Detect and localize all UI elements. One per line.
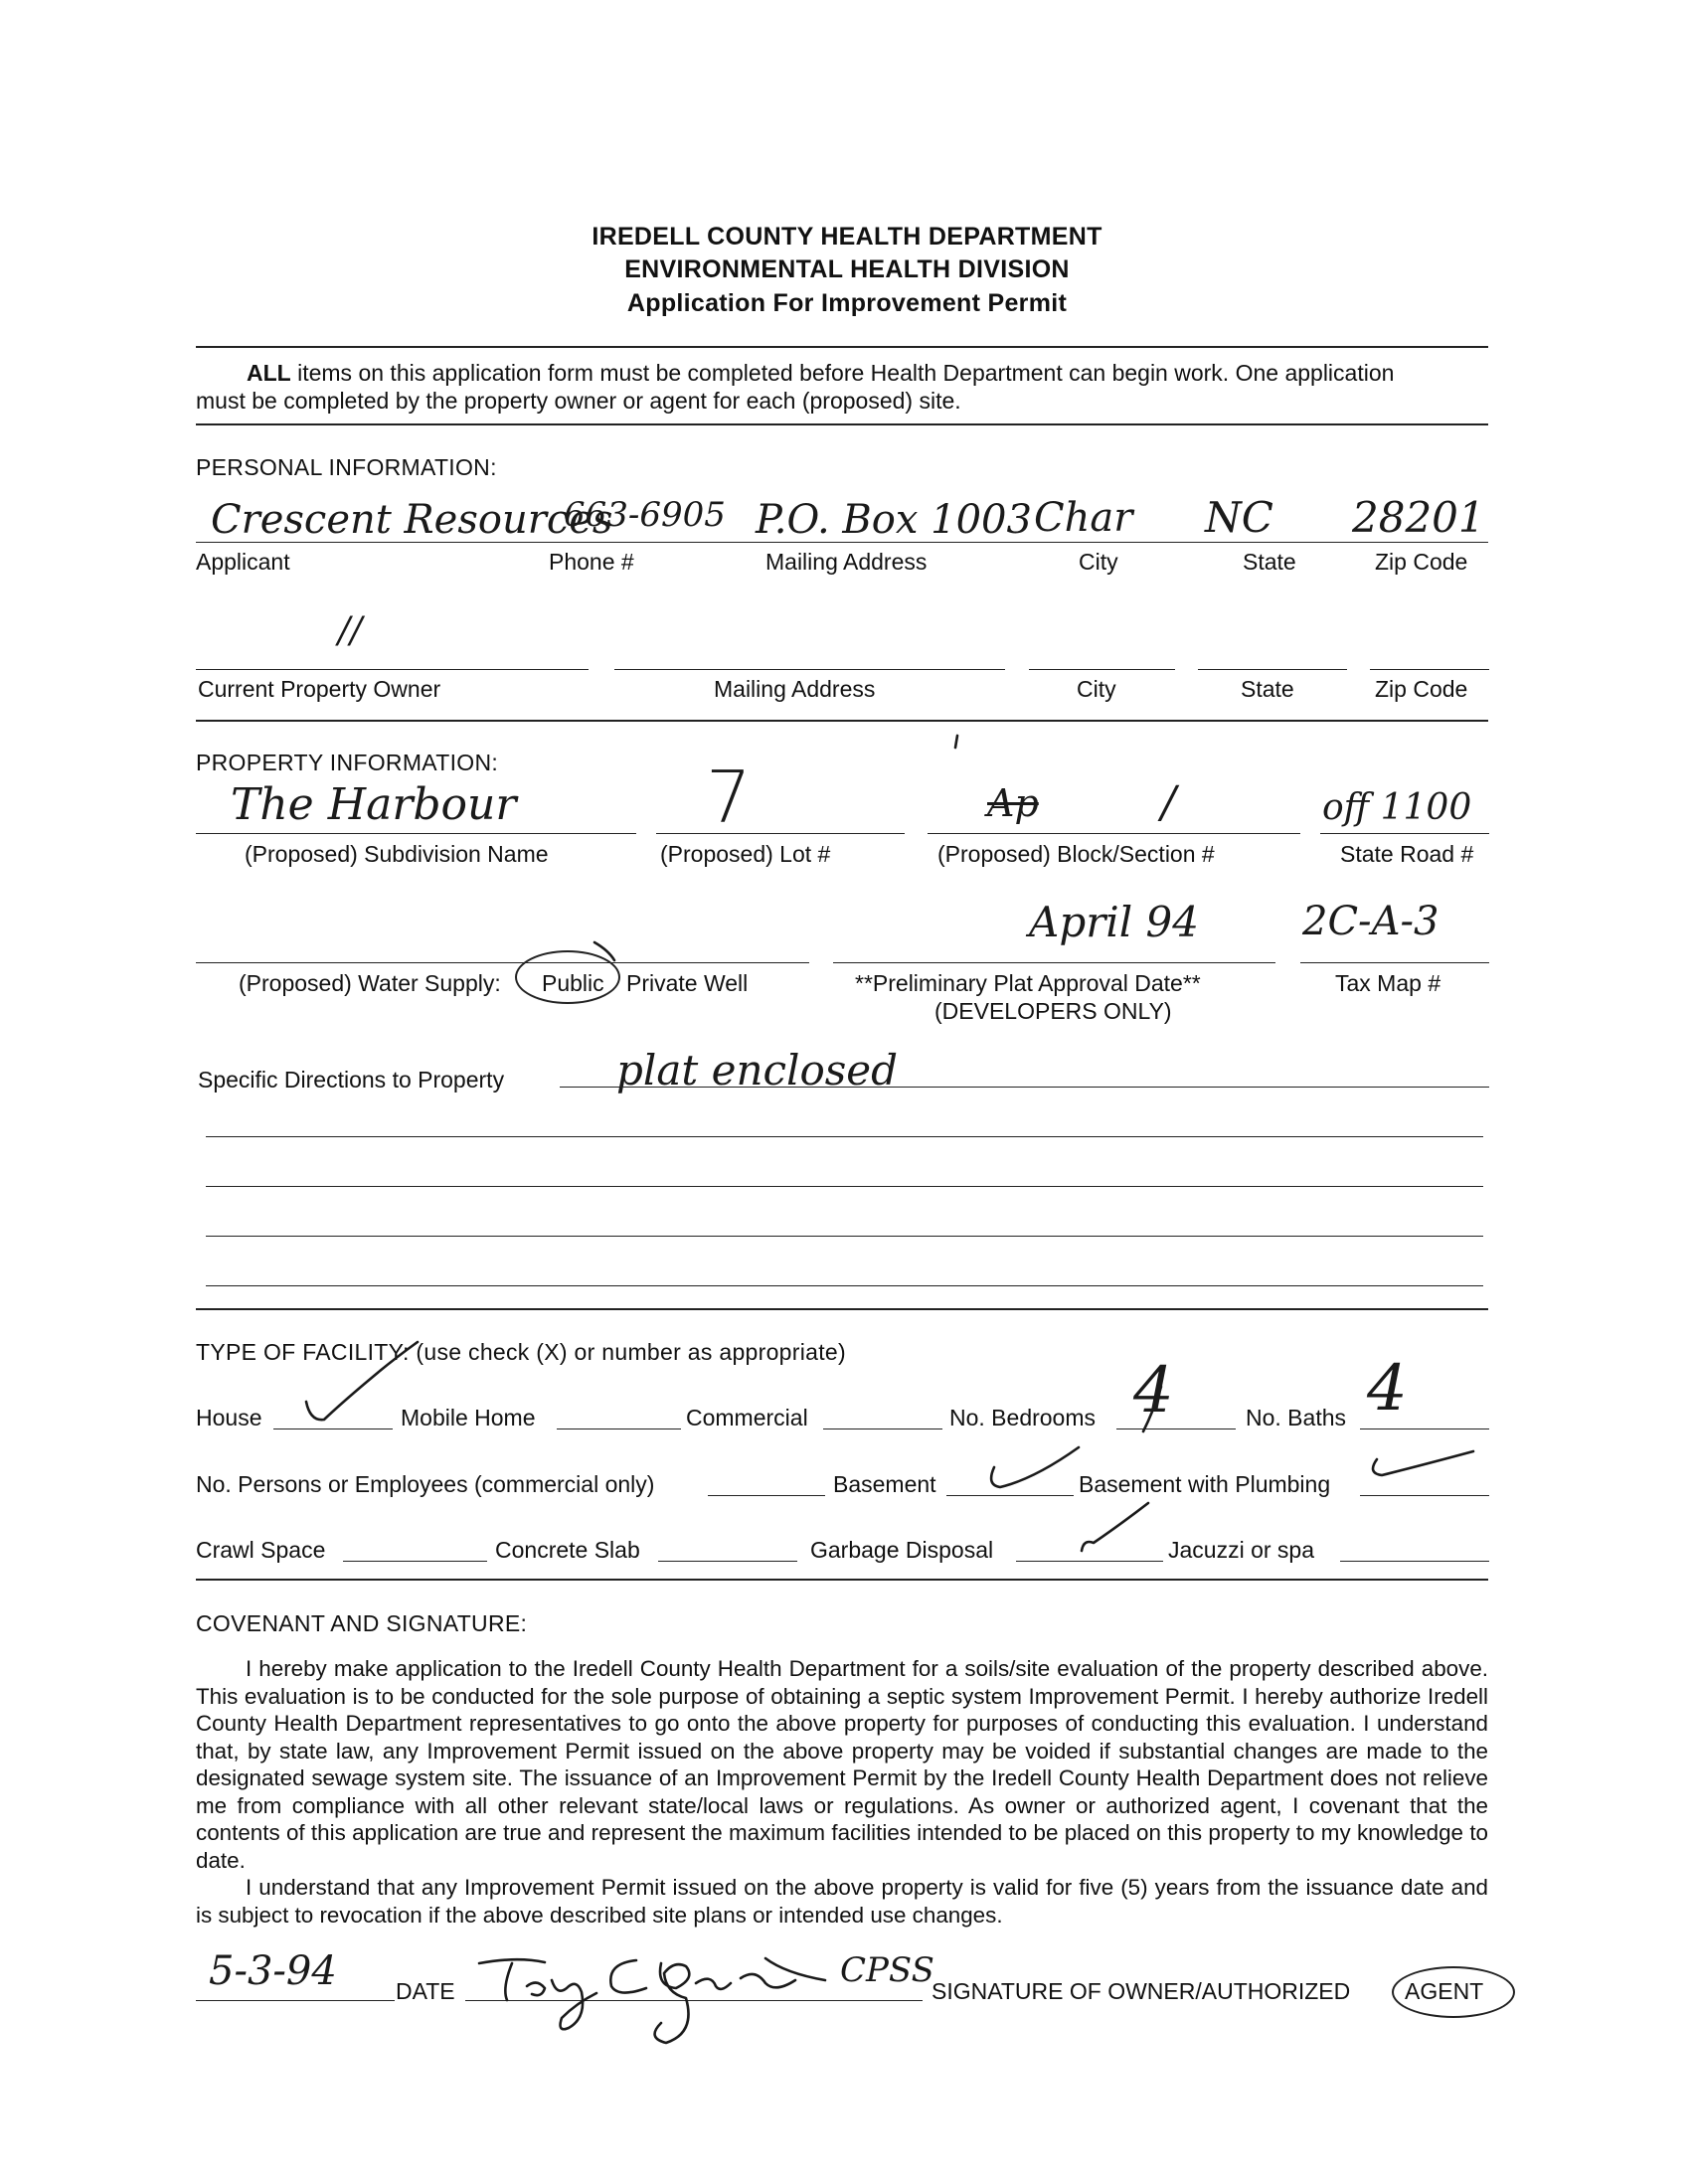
header-department: IREDELL COUNTY HEALTH DEPARTMENT — [592, 223, 1102, 251]
directions-label: Specific Directions to Property — [198, 1067, 505, 1092]
applicant-label: Applicant — [196, 549, 290, 575]
commercial-line — [823, 1428, 942, 1429]
applicant-name-value: Crescent Resources — [211, 497, 613, 543]
applicant-city-value: Char — [1034, 495, 1133, 541]
stray-mark — [955, 736, 957, 748]
state-label: State — [1243, 549, 1296, 575]
subdivision-line — [196, 833, 636, 834]
mobile-home-label: Mobile Home — [401, 1405, 536, 1430]
zip-label: Zip Code — [1375, 549, 1468, 575]
concrete-slab-line — [658, 1561, 797, 1562]
intro-line-1-text: items on this application form must be completed before Health Department can begin work. One application — [290, 360, 1395, 386]
directions-line-3 — [206, 1186, 1483, 1187]
rule — [196, 423, 1488, 425]
block-struck-value: Ap — [987, 781, 1039, 825]
intro-line-1 — [247, 360, 1394, 387]
jacuzzi-label: Jacuzzi or spa — [1168, 1537, 1315, 1563]
block-label: (Proposed) Block/Section # — [937, 841, 1215, 867]
rule — [196, 720, 1488, 722]
developers-only-note: (DEVELOPERS ONLY) — [934, 998, 1172, 1024]
owner-city-line — [1029, 669, 1175, 670]
applicant-zip-value: 28201 — [1352, 493, 1485, 542]
subdivision-value: The Harbour — [231, 779, 517, 830]
header-form-title: Application For Improvement Permit — [626, 289, 1068, 317]
crawl-space-label: Crawl Space — [196, 1537, 326, 1563]
covenant-text — [196, 1655, 1488, 1929]
agent-selected-circle — [1392, 1966, 1515, 2018]
basement-check-icon — [991, 1447, 1079, 1487]
garbage-check-icon — [1082, 1503, 1148, 1551]
date-line — [196, 2000, 395, 2001]
applicant-phone-value: 663-6905 — [564, 495, 726, 535]
bedrooms-value: 4 — [1133, 1354, 1174, 1428]
tax-map-value: 2C-A-3 — [1302, 899, 1440, 944]
personal-info-heading: PERSONAL INFORMATION: — [196, 454, 497, 480]
owner-value: // — [338, 610, 363, 651]
tax-map-line — [1300, 962, 1489, 963]
block-line — [928, 833, 1300, 834]
water-line — [196, 962, 809, 963]
garbage-disposal-label: Garbage Disposal — [810, 1537, 994, 1563]
owner-zip-label: Zip Code — [1375, 676, 1468, 702]
tax-map-label: Tax Map # — [1335, 970, 1441, 996]
agent-option: AGENT — [1405, 1978, 1484, 2004]
applicant-mailing-value: P.O. Box 1003 — [756, 497, 1032, 543]
lot-line — [656, 833, 905, 834]
signature-suffix: CPSS — [840, 1950, 934, 1990]
covenant-heading: COVENANT AND SIGNATURE: — [196, 1610, 528, 1636]
plat-date-value: April 94 — [1029, 898, 1199, 946]
owner-zip-line — [1370, 669, 1489, 670]
house-line — [273, 1428, 393, 1429]
lot-value: 7 — [706, 756, 752, 839]
baths-line — [1360, 1428, 1489, 1429]
basement-label: Basement — [833, 1471, 936, 1497]
baths-value: 4 — [1367, 1352, 1408, 1426]
header-division: ENVIRONMENTAL HEALTH DIVISION — [624, 255, 1070, 283]
signed-date-value: 5-3-94 — [209, 1948, 337, 1994]
facility-heading: TYPE OF FACILITY: (use check (X) or number as appropriate) — [196, 1339, 846, 1365]
directions-line-1 — [560, 1087, 1489, 1088]
crawl-space-line — [343, 1561, 487, 1562]
water-supply-label: (Proposed) Water Supply: — [239, 970, 501, 996]
plat-date-label: **Preliminary Plat Approval Date** — [855, 970, 1201, 996]
intro-line-2: must be completed by the property owner or agent for each (proposed) site. — [196, 388, 961, 414]
directions-line-5 — [206, 1285, 1483, 1286]
owner-state-label: State — [1241, 676, 1294, 702]
owner-city-label: City — [1077, 676, 1116, 702]
city-label: City — [1079, 549, 1118, 575]
signature-label: SIGNATURE OF OWNER/AUTHORIZED — [932, 1978, 1351, 2004]
date-label: DATE — [396, 1978, 455, 2004]
applicant-line — [196, 542, 1488, 543]
directions-value: plat enclosed — [616, 1046, 899, 1094]
plat-date-line — [833, 962, 1275, 963]
owner-mailing-line — [614, 669, 1005, 670]
intro-bold: ALL — [247, 360, 291, 386]
jacuzzi-line — [1340, 1561, 1489, 1562]
persons-line — [708, 1495, 825, 1496]
owner-label: Current Property Owner — [198, 676, 441, 702]
owner-line — [196, 669, 589, 670]
public-selected-circle — [515, 950, 620, 1004]
signature-line — [465, 2000, 923, 2001]
bedrooms-label: No. Bedrooms — [949, 1405, 1097, 1430]
rule — [196, 346, 1488, 348]
covenant-paragraph-2: I understand that any Improvement Permit issued on the above property is valid for five (5) years from the issuance date and is subject to revocation if the above described site plans or intended use changes. — [196, 1875, 1488, 1928]
persons-label: No. Persons or Employees (commercial only) — [196, 1471, 655, 1497]
water-private-well-option: Private Well — [626, 970, 749, 996]
road-value: off 1100 — [1322, 787, 1472, 828]
lot-label: (Proposed) Lot # — [660, 841, 831, 867]
road-label: State Road # — [1340, 841, 1474, 867]
basement-plumbing-label: Basement with Plumbing — [1079, 1471, 1331, 1497]
mobile-home-line — [557, 1428, 681, 1429]
house-label: House — [196, 1405, 262, 1430]
covenant-paragraph-1: I hereby make application to the Iredell County Health Department for a soils/site evaluation of the property described above. This evaluation is to be conducted for the sole purpose of obtaining a septic system Improvement Permit. I hereby authorize Iredell County Health Department representatives to go onto the above property for purposes of conducting this evaluation. I understand that, by state law, any Improvement Permit issued on the above property may be voided if substantial changes are made to the designated sewage system site. The issuance of an Improvement Permit by the Iredell County Health Department does not relieve me from compliance with all other relevant state/local laws or regulations. As owner or authorized agent, I covenant that the contents of this application are true and represent the maximum facilities intended to be placed on this property to my knowledge to date. — [196, 1656, 1488, 1873]
applicant-state-value: NC — [1205, 493, 1273, 542]
phone-label: Phone # — [549, 549, 634, 575]
garbage-disposal-line — [1016, 1561, 1163, 1562]
owner-mailing-label: Mailing Address — [714, 676, 876, 702]
block-value: / — [1161, 777, 1176, 828]
road-line — [1320, 833, 1489, 834]
baths-label: No. Baths — [1246, 1405, 1346, 1430]
subdivision-label: (Proposed) Subdivision Name — [245, 841, 549, 867]
owner-state-line — [1198, 669, 1347, 670]
directions-line-2 — [206, 1136, 1483, 1137]
basement-plumbing-check-icon — [1373, 1451, 1473, 1475]
commercial-label: Commercial — [686, 1405, 808, 1430]
rule — [196, 1579, 1488, 1581]
water-public-option: Public — [542, 970, 604, 996]
directions-line-4 — [206, 1236, 1483, 1237]
mailing-label: Mailing Address — [765, 549, 928, 575]
bedrooms-line — [1116, 1428, 1236, 1429]
basement-line — [946, 1495, 1074, 1496]
property-info-heading: PROPERTY INFORMATION: — [196, 750, 499, 775]
rule — [196, 1308, 1488, 1310]
basement-plumbing-line — [1360, 1495, 1489, 1496]
concrete-slab-label: Concrete Slab — [495, 1537, 640, 1563]
